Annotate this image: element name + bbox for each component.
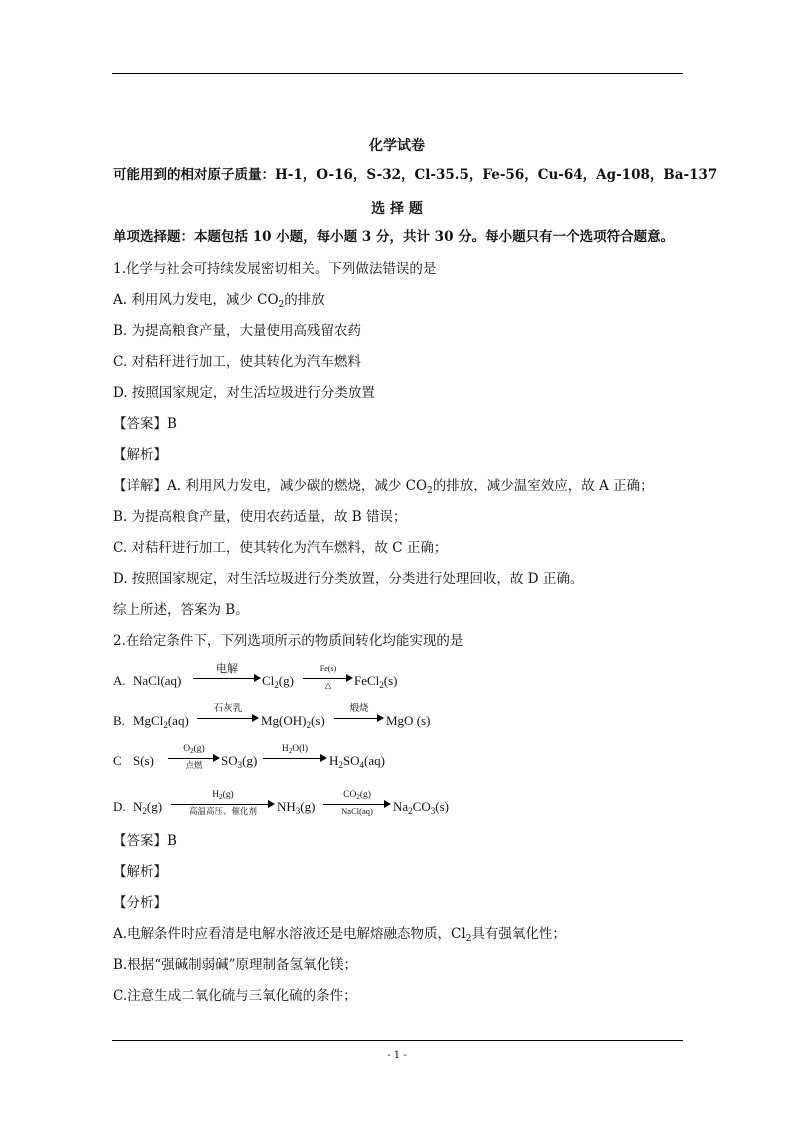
q2-d-c2-state: (g) [359,790,371,800]
q2-d-c1-sub: 2 [219,793,223,801]
q2-c-c1-sub: 2 [190,747,194,755]
q2-a-intermediate [262,673,294,690]
q2-d-arrow-2-condition [323,790,391,802]
q2-a-arrow-2-condition: Fe(s) [319,664,337,673]
section-description: 单项选择题：本题包括 10 小题，每小题 3 分，共计 30 分。每小题只有一个选项符合题意。 [113,229,675,245]
atomic-masses: 可能用到的相对原子质量：H-1，O-16，S-32，Cl-35.5，Fe-56，Cu-64，Ag-108，Ba-137 [113,167,718,183]
q2-d-s1-state: (g) [146,799,163,814]
q2-b-arrow-1-shaft [197,718,253,719]
q2-a-label: A. [113,673,126,688]
q2-c-arrow-1-bottom: 点燃 [185,760,203,770]
q2-c-product [329,753,385,770]
q1-detail-a [113,477,654,500]
q2-point-a [113,925,566,948]
q2-a-arrow-2-bottom: △ [324,680,332,690]
q2-d-arrow-1 [171,790,275,816]
q2-b-arrow-1 [197,704,259,730]
q2-c-c2-sub: 2 [288,747,293,755]
q1-detail-a-post: 的排放，减少温室效应，故 A 正确； [432,478,654,494]
q2-point-a-text: A.电解条件时应看清是电解水溶液还是电解熔融态物质，Cl [113,926,466,942]
q2-c-s2-sub: 3 [237,760,243,770]
q2-c-arrow-1-shaft [168,758,214,759]
page-title: 化学试卷 [369,138,425,154]
q2-d-arrow-1-shaft [171,804,269,805]
q2-a-product [354,673,398,690]
q1-option-a-text: A. 利用风力发电，减少 CO [113,292,279,308]
q2-d-arrow-1-condition [171,790,275,802]
q2-b-s2-state: (s) [311,713,325,728]
q2-d-s2-state: (g) [300,799,316,814]
q2-c-c1-state: (g) [193,744,205,754]
q1-detail-a-text: 【详解】A. 利用风力发电，减少碳的燃烧，减少 CO [113,478,428,494]
footer-rule [112,1040,683,1041]
q2-c-c2: H [281,744,289,754]
q2-a-s2-state: (g) [278,673,294,688]
q2-point-a-post: 具有强氧化性； [471,926,566,942]
q2-point-b: B.根据“强碱制弱碱”原理制备氢氧化镁； [113,957,358,973]
q2-b-s1: MgCl [133,713,164,728]
header-rule [112,73,683,74]
q2-a-s3-sub: 2 [379,680,384,690]
q2-d-c1-state: (g) [222,790,234,800]
q2-d-s3-sub: 2 [408,806,413,816]
q1-detail-b: B. 为提高粮食产量，使用农药适量，故 B 错误； [113,509,407,525]
q2-d-arrow-2 [323,790,391,816]
q2-analysis-heading: 【解析】 [113,864,167,880]
q2-b-product: MgO (s) [386,713,431,728]
q2-c-arrow-2-condition [263,744,327,756]
q2-b-label: B. [113,713,125,728]
q2-point-a-sub: 2 [465,934,472,944]
q2-a-arrow-1-condition: 电解 [216,663,238,675]
q2-d-s3-mid: CO [412,799,431,814]
q2-a-s2-sub: 2 [274,680,279,690]
q2-point-c: C.注意生成二氧化硫与三氧化硫的条件； [113,988,357,1004]
q2-a-s3-state: (s) [383,673,398,688]
q2-a-arrow-2-shaft [303,678,347,679]
q2-c-c2-state: O(l) [292,744,309,754]
q2-c-arrow-2-head [320,754,327,762]
q2-c-s3: H [329,753,339,768]
q2-c-arrow-1 [168,744,220,770]
q2-answer: 【答案】B [113,833,177,849]
q2-d-s2-sub: 3 [295,806,301,816]
q1-answer: 【答案】B [113,416,177,432]
q2-b-intermediate [261,713,325,730]
q2-d-c2-sub: 2 [356,793,360,801]
q2-fenxi-heading: 【分析】 [113,895,167,911]
q2-d-s3: Na [393,799,409,814]
q2-c-intermediate [221,753,257,770]
q2-c-arrow-2-shaft [263,758,321,759]
q2-b-arrow-2-head [377,714,384,722]
q2-c-s3-mid: SO [342,753,360,768]
q1-option-a-post: 的排放 [284,292,325,308]
q2-b-s1-sub: 2 [163,720,168,730]
q2-b-arrow-1-head [252,714,259,722]
q2-d-s2: NH [277,799,296,814]
q1-option-d: D. 按照国家规定，对生活垃圾进行分类放置 [113,385,375,401]
q2-d-arrow-1-bottom: 高温高压、催化剂 [188,806,257,816]
page-number: - 1 - [387,1050,407,1061]
q2-d-c2: CO [343,790,357,800]
q2-d-reactant [133,799,162,816]
q2-c-s2: SO [221,753,238,768]
q1-option-a [113,291,325,314]
q2-c-s3-state: (aq) [364,753,385,768]
q2-b-arrow-1-condition: 石灰乳 [213,704,243,714]
q2-c-c1: O [183,744,191,754]
q2-c-arrow-2 [263,744,327,770]
q2-stem: 2.在给定条件下，下列选项所示的物质间转化均能实现的是 [113,633,464,649]
q2-d-s3-sub2: 3 [430,806,436,816]
q1-detail-a-sub: 2 [427,486,433,496]
q2-c-label: C [113,753,122,768]
q2-b-s1-state: (aq) [167,713,189,728]
q2-d-product [393,799,449,816]
q2-d-s1: N [133,799,143,814]
q2-b-arrow-2 [334,704,384,730]
q2-a-arrow-1-head [254,674,261,682]
q2-a-s2: Cl [262,673,275,688]
q2-b-reactant [133,713,189,730]
q2-b-arrow-2-shaft [334,718,378,719]
q2-a-arrow-1-shaft [193,678,255,679]
q1-option-a-sub: 2 [278,300,285,310]
q2-c-reactant: S(s) [133,753,154,768]
q1-stem: 1.化学与社会可持续发展密切相关。下列做法错误的是 [113,261,437,277]
q2-a-arrow-1 [193,664,261,690]
q1-summary: 综上所述，答案为 B。 [113,602,249,618]
q1-option-b: B. 为提高粮食产量，大量使用高残留农药 [113,323,362,339]
q2-b-s2: Mg(OH) [261,713,307,728]
q2-a-s3: FeCl [354,673,380,688]
q2-a-arrow-2 [303,664,353,690]
q2-c-s2-state: (g) [242,753,258,768]
q2-d-intermediate [277,799,315,816]
q1-detail-d: D. 按照国家规定，对生活垃圾进行分类放置，分类进行处理回收，故 D 正确。 [113,571,584,587]
q2-c-s3-sub: 2 [338,760,343,770]
q2-c-s3-sub2: 4 [359,760,365,770]
q2-b-arrow-2-condition: 煅烧 [349,704,369,714]
q2-b-s2-sub: 2 [306,720,311,730]
q2-d-c1: H [212,790,220,800]
q2-d-arrow-2-bottom: NaCl(aq) [341,806,373,816]
q2-d-s1-sub: 2 [142,806,147,816]
q1-analysis-heading: 【解析】 [113,447,167,463]
q2-d-label: D. [113,799,126,814]
q1-option-c: C. 对秸秆进行加工，使其转化为汽车燃料 [113,354,361,370]
q1-detail-c: C. 对秸秆进行加工，使其转化为汽车燃料，故 C 正确； [113,540,448,556]
q2-d-s3-state: (s) [435,799,449,814]
q2-d-arrow-2-shaft [323,804,385,805]
q2-a-reactant: NaCl(aq) [133,673,182,688]
section-title: 选 择 题 [371,201,423,217]
